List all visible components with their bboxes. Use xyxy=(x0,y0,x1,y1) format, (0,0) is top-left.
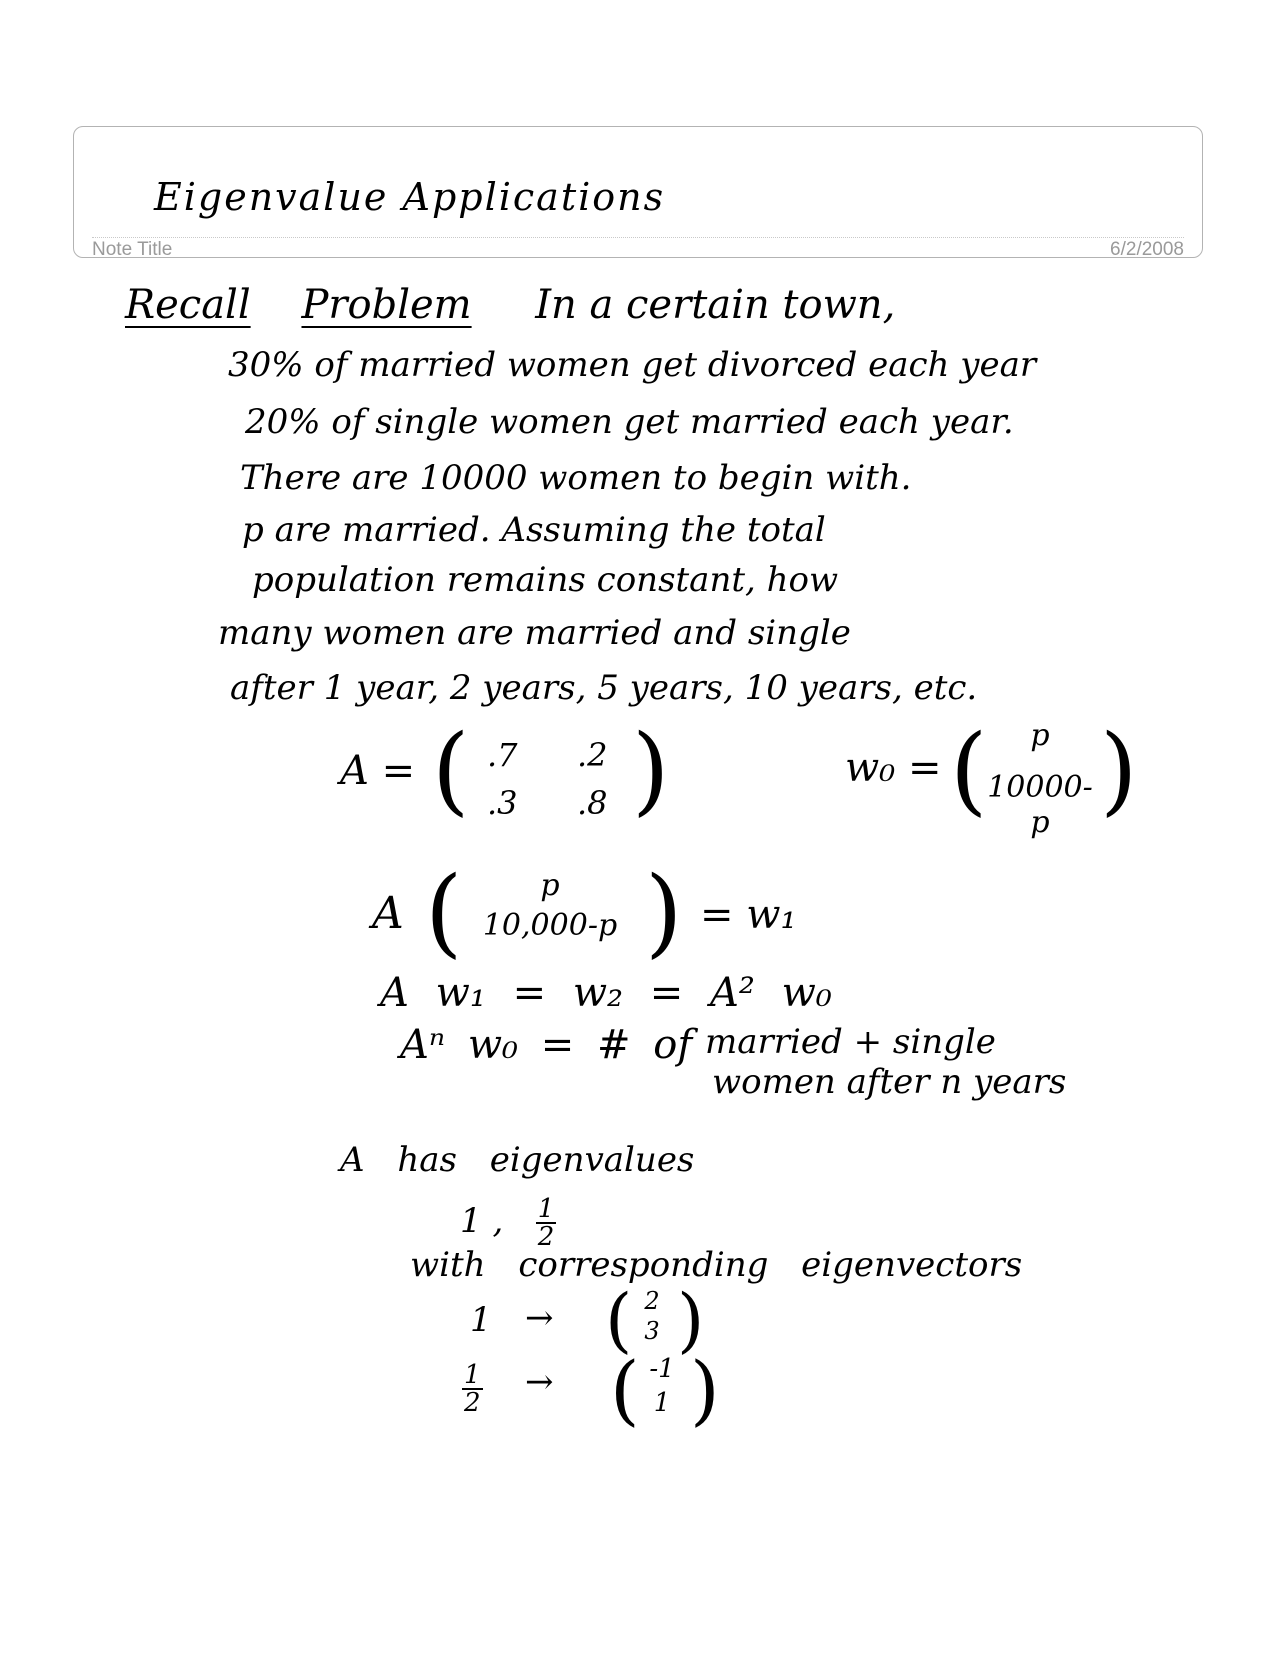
eigvec-2-left-paren: ( xyxy=(610,1345,640,1434)
matrix-a22: .8 xyxy=(577,784,608,822)
problem-line-1: 30% of married women get divorced each year xyxy=(228,345,1037,385)
eigvec-2-top: -1 xyxy=(649,1354,675,1384)
problem-line-3: There are 10000 women to begin with. xyxy=(240,458,912,498)
note-header xyxy=(73,126,1203,258)
arrow-icon-2: → xyxy=(525,1362,554,1402)
eigenvalue-half-den: 2 xyxy=(537,1222,555,1252)
eigvec-2-lambda xyxy=(462,1362,483,1416)
eigvec-1-right-paren: ) xyxy=(677,1279,705,1361)
problem-line-2: 20% of single women get married each year. xyxy=(245,402,1014,442)
matrix-left-paren: ( xyxy=(432,714,470,826)
eigvec-1-lambda: 1 xyxy=(470,1300,492,1340)
problem-line-7: after 1 year, 2 years, 5 years, 10 years, etc. xyxy=(230,668,978,708)
problem-label: Problem xyxy=(301,282,472,328)
note-date: 6/2/2008 xyxy=(1110,239,1184,260)
eigvec-2-right-paren: ) xyxy=(690,1345,720,1434)
note-title: Eigenvalue Applications xyxy=(154,175,666,219)
w0-top: p xyxy=(1030,718,1050,753)
problem-heading xyxy=(125,282,895,328)
eq1-rhs: = w₁ xyxy=(700,892,797,938)
eigenvectors-heading: with corresponding eigenvectors xyxy=(410,1245,1023,1285)
eigenvalues-heading: A has eigenvalues xyxy=(340,1140,695,1180)
problem-line-4: p are married. Assuming the total xyxy=(242,510,826,550)
matrix-a21: .3 xyxy=(487,784,518,822)
eigvec-1-left-paren: ( xyxy=(605,1279,633,1361)
eq3-lhs: Aⁿ w₀ = # of xyxy=(400,1022,693,1068)
matrix-a11: .7 xyxy=(487,736,518,774)
arrow-icon: → xyxy=(525,1298,554,1338)
matrix-right-paren: ) xyxy=(632,714,670,826)
eq1-a: A xyxy=(372,888,404,939)
eq1-vector xyxy=(425,856,685,968)
header-divider xyxy=(92,237,1184,238)
w0-left-paren: ( xyxy=(950,714,988,826)
eigvec-2-lambda-den: 2 xyxy=(464,1388,481,1418)
problem-intro: In a certain town, xyxy=(535,282,896,328)
eigenvalue-half-num: 1 xyxy=(537,1194,555,1224)
eq2: A w₁ = w₂ = A² w₀ xyxy=(380,970,832,1016)
eigvec-2-bottom: 1 xyxy=(653,1388,671,1418)
eq3-line1: married + single xyxy=(705,1022,996,1062)
w0-bottom: 10000-p xyxy=(987,770,1093,840)
eigenvalue-half xyxy=(536,1196,557,1250)
eigenvalues-list xyxy=(460,1196,556,1250)
matrix-a-label: A = xyxy=(340,748,416,794)
eq1-bottom: 10,000-p xyxy=(482,908,618,943)
eigvec-2-lambda-frac xyxy=(462,1362,483,1416)
vector-w0 xyxy=(950,714,1138,840)
note-title-label: Note Title xyxy=(92,239,173,260)
eq1-top: p xyxy=(540,868,560,903)
matrix-a12: .2 xyxy=(577,736,608,774)
eigvec-2-lambda-num: 1 xyxy=(464,1360,481,1390)
recall-label: Recall xyxy=(125,282,251,328)
problem-line-5: population remains constant, how xyxy=(252,560,839,600)
problem-line-6: many women are married and single xyxy=(218,613,851,653)
eigenvalue-one: 1 , xyxy=(460,1201,504,1241)
eq1-left-paren: ( xyxy=(425,856,463,968)
eigvec-1-bottom: 3 xyxy=(644,1317,660,1345)
vector-w0-label: w₀ = xyxy=(845,745,942,791)
eq3-line2: women after n years xyxy=(712,1062,1067,1102)
eigvec-1-top: 2 xyxy=(644,1287,660,1315)
matrix-a xyxy=(432,714,672,828)
w0-right-paren: ) xyxy=(1100,714,1138,826)
eq1-right-paren: ) xyxy=(645,856,683,968)
eigvec-2 xyxy=(610,1345,730,1442)
